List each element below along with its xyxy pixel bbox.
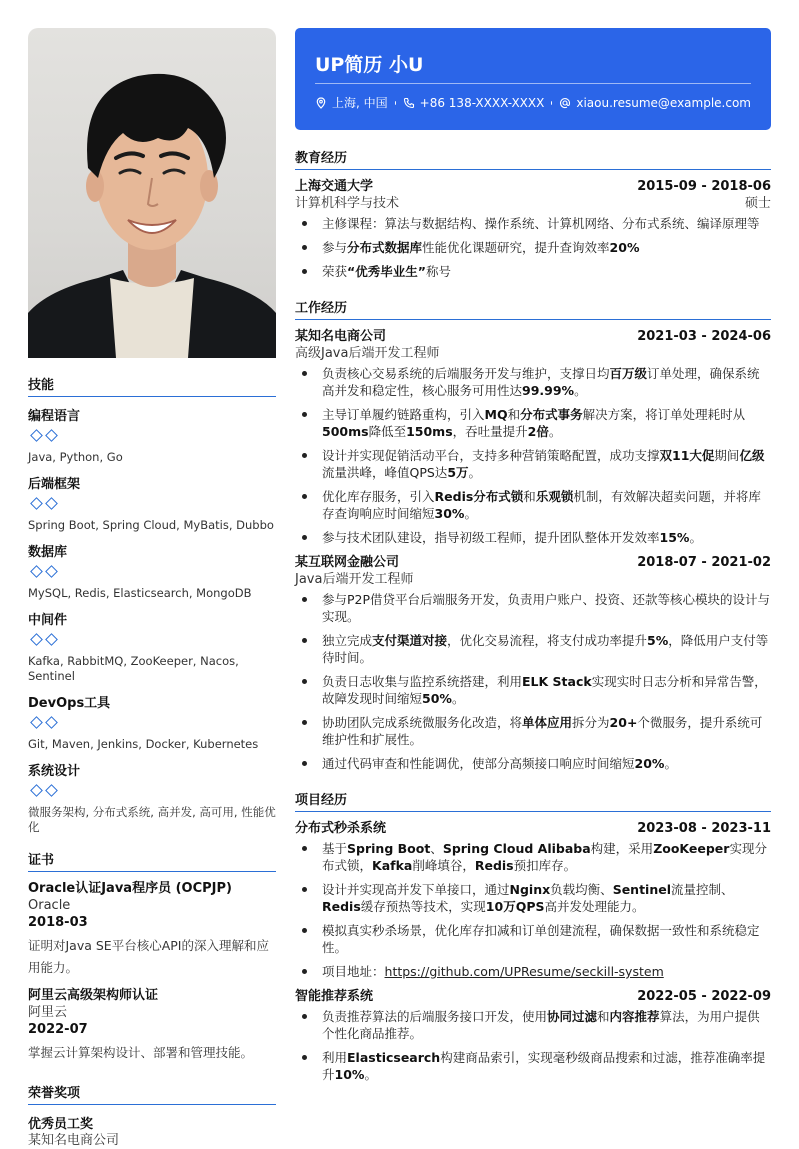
bold-highlight: 分布式事务 (520, 407, 583, 422)
bold-highlight: 10万QPS (485, 899, 545, 914)
job-role-row (295, 345, 771, 362)
bold-highlight: 乐观锁 (535, 489, 574, 504)
bold-highlight: Redis (474, 858, 514, 873)
bold-highlight: 内容推荐 (609, 1009, 660, 1024)
bold-highlight: 500ms (322, 424, 369, 439)
certificate-description: 证明对Java SE平台核心API的深入理解和应用能力。 (28, 938, 269, 975)
certificates-title: 证书 (28, 849, 276, 872)
bullet-text: 和 (523, 489, 536, 504)
diamond-icon (30, 429, 43, 442)
bold-highlight: ZooKeeper (653, 841, 730, 856)
bullet-text: 参与P2P借贷平台后端服务开发，负责用户账户、投资、还款等核心模块的设计与实现。 (322, 592, 771, 624)
location-pin-icon (315, 97, 327, 109)
certificate-issuer: 阿里云 (28, 1005, 68, 1020)
certificate-item (28, 880, 276, 979)
bullet-text: 性能优化课题研究，提升查询效率 (422, 240, 610, 255)
bold-highlight: Spring Boot (347, 841, 431, 856)
skill-group (28, 760, 276, 835)
school-name: 上海交通大学 (295, 179, 374, 194)
bullet-item (295, 239, 771, 256)
education-major: 计算机科学与技术 (295, 196, 400, 211)
bullet-text: 缓存预热等技术，实现 (360, 899, 486, 914)
bold-highlight: 分布式数据库 (347, 240, 423, 255)
bullet-text: 项目地址： (322, 964, 385, 979)
certificates-section (28, 849, 276, 1064)
certificate-item (28, 987, 276, 1064)
skill-items: Spring Boot, Spring Cloud, MyBatis, Dubbo (28, 518, 274, 532)
contact-bar (315, 94, 751, 111)
diamond-icon (45, 633, 58, 646)
skill-group (28, 473, 276, 533)
job-role: Java后端开发工程师 (295, 572, 414, 587)
bullet-text: 负责核心交易系统的后端服务开发与维护，支撑日均 (322, 366, 610, 381)
bold-highlight: Spring Cloud Alibaba (442, 841, 591, 856)
bullet-item (295, 881, 771, 915)
job-bullets (295, 591, 771, 772)
bullet-text: 负载均衡、 (550, 882, 613, 897)
bullet-item (295, 488, 771, 522)
bold-highlight: 单体应用 (522, 715, 573, 730)
bullet-text: 利用 (322, 1050, 348, 1065)
project-header (295, 988, 771, 1005)
separator-dot (551, 101, 552, 105)
bullet-text: ，优化交易流程，将支付成功率提升 (447, 633, 648, 648)
bullet-text: 期间 (714, 448, 740, 463)
bullet-text: 削峰填谷， (412, 858, 475, 873)
job-header (295, 328, 771, 345)
job-role-row (295, 571, 771, 588)
skill-items: Java, Python, Go (28, 450, 123, 464)
skill-level (28, 564, 276, 580)
bullet-text: 称号 (425, 264, 451, 279)
bullet-text: 。 (464, 506, 477, 521)
bullet-item (295, 263, 771, 280)
job-bullets (295, 365, 771, 546)
bullet-text: 设计并实现高并发下单接口，通过 (322, 882, 510, 897)
diamond-icon (45, 429, 58, 442)
diamond-icon (30, 565, 43, 578)
skill-level (28, 783, 276, 799)
skills-title: 技能 (28, 374, 276, 397)
bold-highlight: 20+ (609, 715, 638, 730)
skill-category: 数据库 (28, 545, 68, 560)
bullet-text: 。 (574, 383, 587, 398)
bold-highlight: Kafka (372, 858, 413, 873)
bullet-text: 。 (364, 1067, 377, 1082)
candidate-name: UP简历 小U (315, 54, 424, 76)
bold-highlight: 5万 (447, 465, 469, 480)
portrait-illustration (28, 28, 276, 358)
bold-highlight: 亿级 (739, 448, 765, 463)
bold-highlight: 20% (609, 240, 640, 255)
bullet-text: 协助团队完成系统微服务化改造，将 (322, 715, 523, 730)
diamond-icon (30, 716, 43, 729)
job-date: 2018-07 - 2021-02 (637, 555, 771, 570)
education-header (295, 178, 771, 195)
work-title: 工作经历 (295, 297, 771, 320)
bullet-text: 和 (507, 407, 521, 422)
skill-group (28, 405, 276, 465)
certificate-date: 2022-07 (28, 1022, 88, 1037)
company-name: 某知名电商公司 (295, 329, 387, 344)
bullet-text: 基于 (322, 841, 348, 856)
bold-highlight: Redis (322, 899, 361, 914)
profile-photo (28, 28, 276, 358)
bullet-text: 流量控制、 (671, 882, 734, 897)
skill-category: 中间件 (28, 613, 68, 628)
header-divider (315, 83, 751, 84)
bullet-text: 高并发处理能力。 (544, 899, 645, 914)
sidebar (28, 28, 276, 1149)
skill-group (28, 609, 276, 684)
company-name: 某互联网金融公司 (295, 555, 400, 570)
bullet-item (295, 215, 771, 232)
bold-highlight: ELK Stack (522, 674, 592, 689)
certificate-issuer: Oracle (28, 898, 71, 913)
bullet-text: 拆分为 (572, 715, 610, 730)
skill-level (28, 715, 276, 731)
certificate-name: Oracle认证Java程序员 (OCPJP) (28, 881, 232, 896)
bullet-item (295, 922, 771, 956)
bold-highlight: Elasticsearch (347, 1050, 441, 1065)
bold-highlight: 协同过滤 (547, 1009, 598, 1024)
bullet-text: 负责日志收集与监控系统搭建，利用 (322, 674, 523, 689)
projects-section (295, 789, 771, 1083)
bullet-text: 构建商品索引，实现毫秒级商品搜索和过滤，推荐准确率提升 (322, 1050, 766, 1082)
award-name: 优秀员工奖 (28, 1117, 94, 1132)
bold-highlight: “优秀毕业生” (347, 264, 426, 279)
bullet-text: 。 (468, 465, 482, 480)
certificate-description: 掌握云计算架构设计、部署和管理技能。 (28, 1045, 254, 1060)
resume-header (295, 28, 771, 130)
bold-highlight: 30% (434, 506, 465, 521)
skills-section (28, 374, 276, 835)
bullet-item (295, 365, 771, 399)
bold-highlight: 2倍 (527, 424, 549, 439)
certificate-date: 2018-03 (28, 915, 88, 930)
bullet-text: 主修课程：算法与数据结构、操作系统、计算机网络、分布式系统、编译原理等 (322, 216, 760, 231)
skill-level (28, 632, 276, 648)
bold-highlight: MQ (484, 407, 508, 422)
bullet-item (295, 406, 771, 440)
skill-category: 系统设计 (28, 764, 81, 779)
skill-items: MySQL, Redis, Elasticsearch, MongoDB (28, 586, 252, 600)
bullet-text: 实现实时日志分析和异常告警，故障发现时间缩短 (322, 674, 767, 706)
bullet-item (295, 714, 771, 748)
bullet-text: 通过代码审查和性能调优，使部分高频接口响应时间缩短 (322, 756, 635, 771)
bullet-text: 优化库存服务，引入 (322, 489, 435, 504)
bullet-text: 模拟真实秒杀场景，优化库存扣减和订单创建流程，确保数据一致性和系统稳定性。 (322, 923, 760, 955)
project-link[interactable]: https://github.com/UPResume/seckill-system (384, 964, 664, 979)
skill-category: 编程语言 (28, 409, 81, 424)
awards-title: 荣誉奖项 (28, 1082, 276, 1105)
bullet-text: ，吞吐量提升 (452, 424, 528, 439)
job-entry (295, 328, 771, 546)
diamond-icon (30, 497, 43, 510)
bullet-text: 机制，有效解决超卖问题，并将库存查询响应时间缩短 (322, 489, 761, 521)
skill-level (28, 428, 276, 444)
diamond-icon (45, 716, 58, 729)
bullet-text: 负责推荐算法的后端服务接口开发，使用 (322, 1009, 548, 1024)
skill-category: 后端框架 (28, 477, 81, 492)
bullet-item (295, 755, 771, 772)
awards-section (28, 1082, 276, 1149)
bullet-text: 主导订单履约链路重构，引入 (322, 407, 485, 422)
separator-dot (395, 101, 396, 105)
job-date: 2021-03 - 2024-06 (637, 329, 771, 344)
bullet-text: 。 (689, 530, 702, 545)
bold-highlight: 99.99% (522, 383, 575, 398)
contact-phone: +86 138-XXXX-XXXX (419, 95, 545, 110)
bullet-text: 解决方案，将订单处理耗时从 (582, 407, 746, 422)
bold-highlight: 50% (422, 691, 452, 706)
job-role: 高级Java后端开发工程师 (295, 346, 440, 361)
project-entry (295, 820, 771, 980)
contact-email[interactable]: xiaou.resume@example.com (576, 95, 751, 110)
bold-highlight: 百万级 (609, 366, 648, 381)
bullet-text: 、 (430, 841, 443, 856)
contact-location: 上海, 中国 (332, 96, 388, 110)
bullet-text: 。 (664, 756, 677, 771)
bullet-text: 。 (451, 691, 465, 706)
bullet-text: 降低至 (368, 424, 407, 439)
bold-highlight: 支付渠道对接 (372, 633, 448, 648)
bold-highlight: Redis分布式锁 (434, 489, 524, 504)
bullet-item (295, 529, 771, 546)
project-date: 2023-08 - 2023-11 (637, 821, 771, 836)
job-header (295, 554, 771, 571)
bullet-text: ，降低用户支付等待时间。 (322, 633, 769, 665)
diamond-icon (30, 784, 43, 797)
education-subheader (295, 195, 771, 212)
bullet-item (295, 447, 771, 481)
diamond-icon (45, 497, 58, 510)
diamond-icon (30, 633, 43, 646)
projects-title: 项目经历 (295, 789, 771, 812)
main-content (295, 28, 771, 1090)
project-bullets (295, 1008, 771, 1083)
education-degree: 硕士 (744, 196, 771, 211)
bullet-text: 参与技术团队建设，指导初级工程师，提升团队整体开发效率 (322, 530, 660, 545)
project-entry (295, 988, 771, 1083)
bullet-text: 订单处理，确保系统高并发和稳定性，核心服务可用性达 (322, 366, 760, 398)
diamond-icon (45, 565, 58, 578)
phone-icon (403, 97, 415, 109)
at-sign-icon (559, 97, 571, 109)
project-header (295, 820, 771, 837)
bullet-text: 实现分布式锁， (322, 841, 767, 873)
skill-group (28, 692, 276, 752)
bullet-text: 个微服务，提升系统可维护性和扩展性。 (322, 715, 763, 747)
bold-highlight: 5% (647, 633, 669, 648)
bullet-item (295, 673, 771, 707)
skill-group (28, 541, 276, 601)
education-title: 教育经历 (295, 147, 771, 170)
bold-highlight: 双11大促 (659, 448, 715, 463)
bullet-item (295, 963, 771, 980)
bold-highlight: 15% (659, 530, 690, 545)
skill-items: 微服务架构, 分布式系统, 高并发, 高可用, 性能优化 (28, 805, 276, 834)
skill-level (28, 496, 276, 512)
bullet-text: 算法，为用户提供个性化商品推荐。 (322, 1009, 760, 1041)
project-name: 分布式秒杀系统 (295, 821, 387, 836)
bullet-item (295, 632, 771, 666)
diamond-icon (45, 784, 58, 797)
bullet-text: 流量洪峰，峰值QPS达 (322, 465, 448, 480)
bold-highlight: 10% (334, 1067, 365, 1082)
certificate-name: 阿里云高级架构师认证 (28, 988, 159, 1003)
bullet-text: 。 (548, 424, 562, 439)
project-date: 2022-05 - 2022-09 (637, 989, 771, 1004)
bullet-item (295, 1049, 771, 1083)
project-name: 智能推荐系统 (295, 989, 374, 1004)
bullet-item (295, 591, 771, 625)
work-section (295, 297, 771, 772)
skill-items: Kafka, RabbitMQ, ZooKeeper, Nacos, Sentinel (28, 654, 239, 683)
bullet-text: 参与 (322, 240, 348, 255)
skill-category: DevOps工具 (28, 696, 111, 711)
bullet-text: 构建，采用 (590, 841, 654, 856)
bold-highlight: Sentinel (612, 882, 671, 897)
award-organization: 某知名电商公司 (28, 1133, 120, 1148)
project-bullets (295, 840, 771, 980)
bold-highlight: 150ms (406, 424, 453, 439)
skill-items: Git, Maven, Jenkins, Docker, Kubernetes (28, 737, 259, 751)
bullet-text: 荣获 (322, 264, 348, 279)
bullet-text: 预扣库存。 (513, 858, 577, 873)
bullet-item (295, 840, 771, 874)
education-section (295, 147, 771, 280)
bold-highlight: 20% (634, 756, 665, 771)
education-date: 2015-09 - 2018-06 (637, 179, 771, 194)
bullet-text: 设计并实现促销活动平台，支持多种营销策略配置，成功支撑 (322, 448, 660, 463)
education-bullets (295, 215, 771, 280)
bullet-text: 独立完成 (322, 633, 373, 648)
bullet-text: 和 (597, 1009, 610, 1024)
bold-highlight: Nginx (509, 882, 551, 897)
job-entry (295, 554, 771, 772)
bullet-item (295, 1008, 771, 1042)
